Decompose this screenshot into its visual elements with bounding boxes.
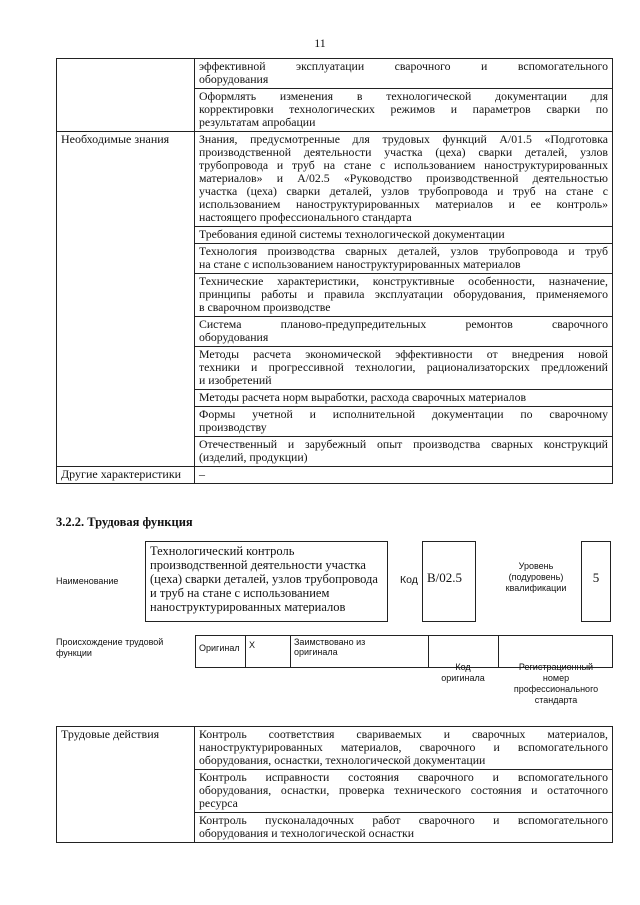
original-code-caption <box>428 662 498 684</box>
empty-label-cell <box>57 89 195 132</box>
actions-table <box>56 726 613 843</box>
text-line: Формы учетной и исполнительной документации по сварочному <box>199 407 608 421</box>
text-line: оборудования, оснастки, проверка технического состояния и остаточного <box>199 783 608 797</box>
text-line: Технология производства сварных деталей, узлов трубопровода и труб <box>199 244 608 258</box>
function-name-box <box>145 541 388 622</box>
text-line: и изобретений <box>199 373 272 387</box>
page-number: 11 <box>314 36 326 50</box>
text-line: Заимствовано из <box>294 637 366 647</box>
table-cell <box>195 227 613 244</box>
text-line: Контроль пусконаладочных работ сварочного и вспомогательного <box>199 813 608 827</box>
text-line: участка (цеха) сварки деталей, узлов трубопровода и труб на стане с <box>199 184 608 198</box>
text-line: Технические характеристики, конструктивные особенности, назначение, <box>199 274 608 288</box>
other-label: Другие характеристики <box>57 467 195 484</box>
text-line: результатам апробации <box>199 115 316 129</box>
table-cell <box>195 727 613 770</box>
text-line: (подуровень) <box>508 572 564 582</box>
text-line: Контроль соответствия свариваемых и сварочных материалов, <box>199 727 608 741</box>
text-line: Отечественный и зарубежный опыт производства сварных конструкций <box>199 437 608 451</box>
code-box: B/02.5 <box>422 541 476 622</box>
text-line: Регистрационный <box>518 662 594 672</box>
table-row <box>57 727 613 770</box>
text-line: оригинала <box>441 673 485 683</box>
table-cell <box>195 390 613 407</box>
table-cell <box>195 437 613 467</box>
other-value: – <box>195 467 613 484</box>
text-line: Технологический контроль <box>150 544 295 558</box>
table-cell <box>195 132 613 227</box>
text-line: оригинала <box>294 647 338 657</box>
text-line: (изделий, продукции) <box>199 450 308 464</box>
code-label: Код <box>400 574 418 586</box>
text-line: Методы расчета экономической эффективности от внедрения новой <box>199 347 608 361</box>
name-label: Наименование <box>56 576 119 586</box>
text-line: на стане с использованием наноструктурированных материалов <box>199 257 521 271</box>
text-line: и труб на стане с использованием <box>150 586 330 600</box>
text-line: Уровень <box>518 561 554 571</box>
text-line: Методы расчета норм выработки, расхода сварочных материалов <box>199 390 527 404</box>
section-heading: 3.2.2. Трудовая функция <box>56 515 193 529</box>
text-line: Код <box>455 662 471 672</box>
table-cell <box>195 317 613 347</box>
level-label <box>498 561 574 594</box>
text-line: производственной деятельности участка <box>150 558 366 572</box>
empty-label-cell <box>57 59 195 89</box>
text-line: (цеха) сварки деталей, узлов трубопровода <box>150 572 378 586</box>
text-line: наноструктурированных материалов, сварочного и вспомогательного <box>199 740 608 754</box>
knowledge-table <box>56 58 613 484</box>
origin-label <box>56 637 163 659</box>
borrowed-cell <box>291 636 429 668</box>
text-line: Требования единой системы технологической документации <box>199 227 505 241</box>
table-cell <box>195 59 613 89</box>
text-line: настоящего профессионального стандарта <box>199 210 412 224</box>
table-cell <box>195 89 613 132</box>
text-line: наноструктурированных материалов <box>150 600 346 614</box>
text-line: оборудования <box>199 330 269 344</box>
table-row <box>57 59 613 89</box>
text-line: корректировки технологических режимов и параметров сварки по <box>199 102 608 116</box>
text-line: профессионального <box>513 684 599 694</box>
table-cell <box>195 407 613 437</box>
text-line: оборудования, оснастки, технологической документации <box>199 753 486 767</box>
text-line: Система планово-предупредительных ремонтов сварочного <box>199 317 608 331</box>
table-cell <box>195 770 613 813</box>
text-line: в сварочном производстве <box>199 300 331 314</box>
actions-label: Трудовые действия <box>57 727 195 843</box>
text-line: оборудования <box>199 72 269 86</box>
text-line: использованием наноструктурированных материалов и ее контроль» <box>199 197 608 211</box>
text-line: Оформлять изменения в технологической документации для <box>199 89 608 103</box>
text-line: номер <box>542 673 570 683</box>
knowledge-label: Необходимые знания <box>57 132 195 467</box>
text-line: Происхождение трудовой <box>56 637 164 647</box>
text-line: стандарта <box>534 695 578 705</box>
text-line: принципы работы и правила эксплуатации оборудования, применяемого <box>199 287 608 301</box>
text-line: ресурса <box>199 796 238 810</box>
text-line: материалов» и А/02.5 «Руководство производственной деятельностью <box>199 171 608 185</box>
table-row <box>57 467 613 484</box>
text-line: эффективной эксплуатации сварочного и вспомогательного <box>199 59 608 73</box>
text-line: Знания, предусмотренные для трудовых функций А/01.5 «Подготовка <box>199 132 608 146</box>
table-cell <box>195 274 613 317</box>
table-cell <box>195 244 613 274</box>
text-line: производству <box>199 420 267 434</box>
level-box: 5 <box>581 541 611 622</box>
table-row <box>57 132 613 227</box>
text-line: квалификации <box>505 583 567 593</box>
original-cell: Оригинал <box>196 636 246 668</box>
text-line: функции <box>56 648 92 658</box>
table-cell <box>195 813 613 843</box>
registration-number-caption <box>500 662 612 706</box>
text-line: Контроль исправности состояния сварочного и вспомогательного <box>199 770 608 784</box>
original-mark: X <box>246 636 291 668</box>
text-line: техники и прогрессивной технологии, рационализаторских предложений <box>199 360 608 374</box>
text-line: производственной деятельности участка (цеха) сварки деталей, узлов <box>199 145 608 159</box>
text-line: оборудования и технологической оснастки <box>199 826 415 840</box>
text-line: трубопровода и труб на стане с использованием наноструктурированных <box>199 158 608 172</box>
table-row <box>57 89 613 132</box>
table-cell <box>195 347 613 390</box>
